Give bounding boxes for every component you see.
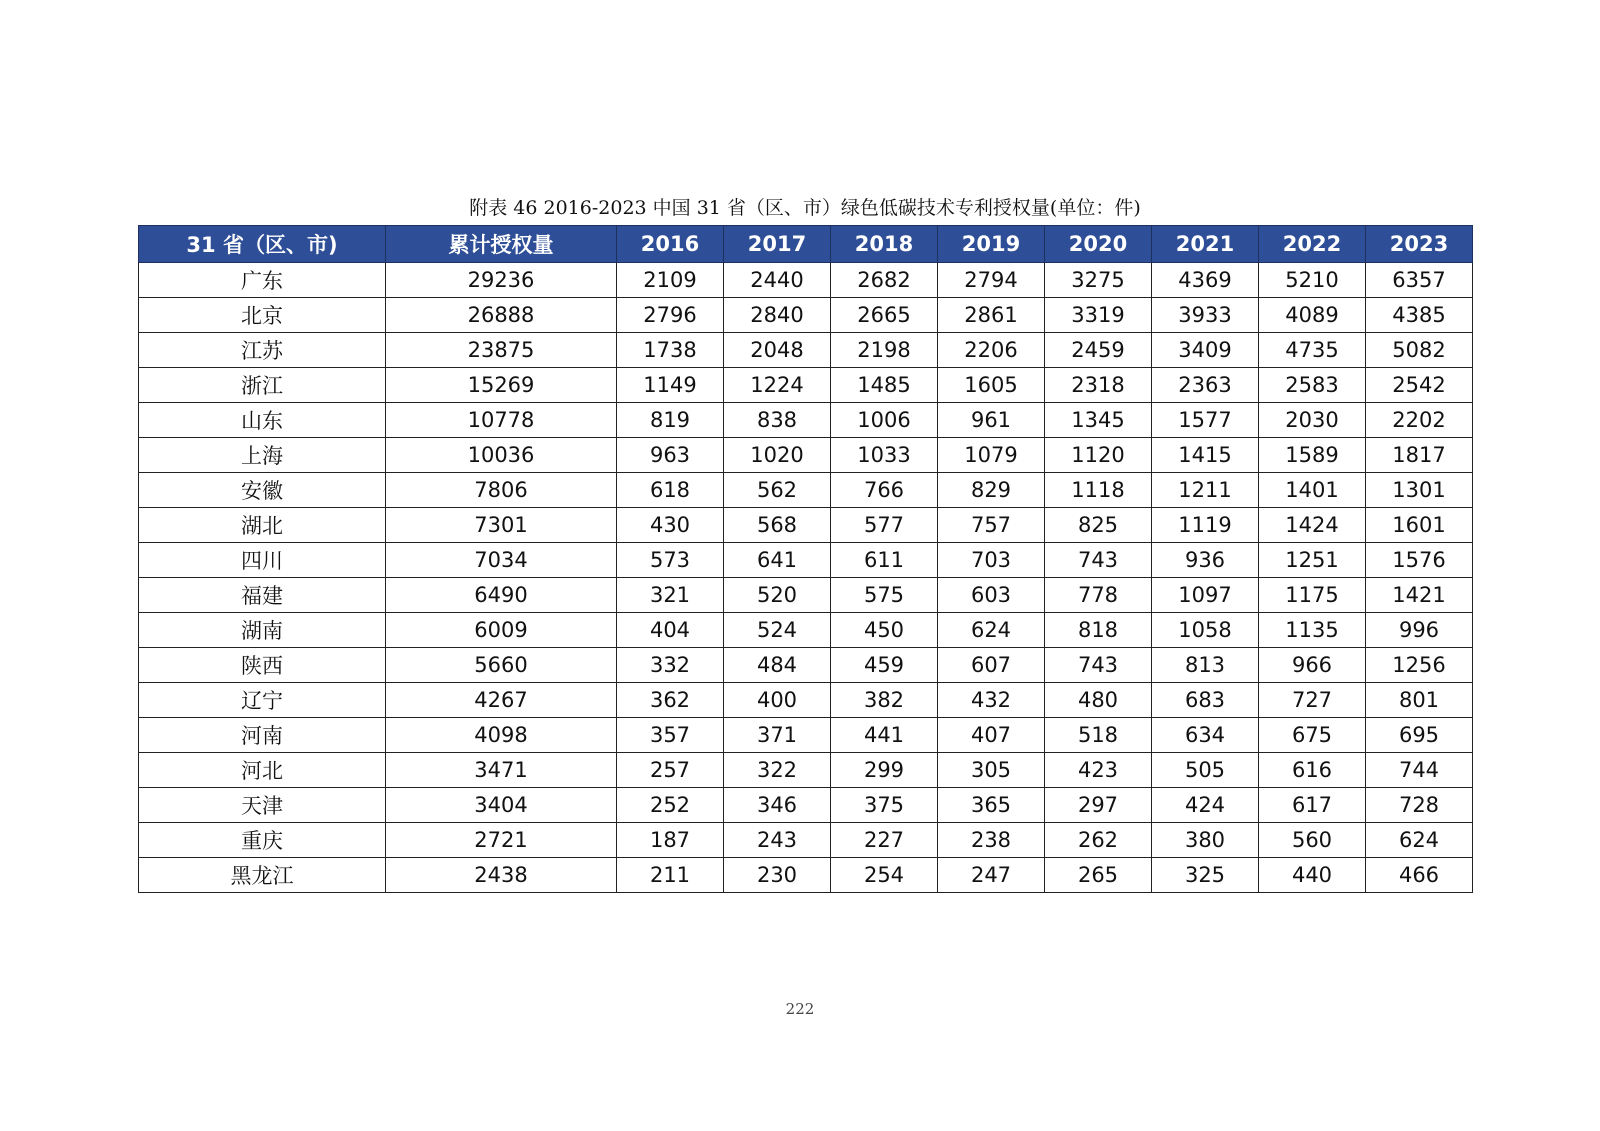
- year-value-cell: 265: [1045, 858, 1152, 893]
- year-value-cell: 1058: [1152, 613, 1259, 648]
- year-value-cell: 518: [1045, 718, 1152, 753]
- year-value-cell: 616: [1259, 753, 1366, 788]
- patent-grants-table: [138, 225, 1473, 893]
- year-value-cell: 1415: [1152, 438, 1259, 473]
- year-value-cell: 5210: [1259, 263, 1366, 298]
- year-value-cell: 778: [1045, 578, 1152, 613]
- year-value-cell: 2583: [1259, 368, 1366, 403]
- year-value-cell: 404: [617, 613, 724, 648]
- year-value-cell: 838: [724, 403, 831, 438]
- year-value-cell: 695: [1366, 718, 1473, 753]
- table-body: [139, 263, 1473, 893]
- year-value-cell: 371: [724, 718, 831, 753]
- year-value-cell: 963: [617, 438, 724, 473]
- province-cell: 湖北: [139, 508, 386, 543]
- year-value-cell: 430: [617, 508, 724, 543]
- year-value-cell: 2363: [1152, 368, 1259, 403]
- year-value-cell: 357: [617, 718, 724, 753]
- year-value-cell: 568: [724, 508, 831, 543]
- year-value-cell: 1345: [1045, 403, 1152, 438]
- year-value-cell: 400: [724, 683, 831, 718]
- year-value-cell: 1120: [1045, 438, 1152, 473]
- year-value-cell: 346: [724, 788, 831, 823]
- column-header-year: 2018: [831, 226, 938, 263]
- year-value-cell: 624: [1366, 823, 1473, 858]
- table-row: [139, 613, 1473, 648]
- table-row: [139, 263, 1473, 298]
- table-row: [139, 753, 1473, 788]
- year-value-cell: 423: [1045, 753, 1152, 788]
- province-cell: 陕西: [139, 648, 386, 683]
- province-cell: 四川: [139, 543, 386, 578]
- year-value-cell: 299: [831, 753, 938, 788]
- year-value-cell: 966: [1259, 648, 1366, 683]
- year-value-cell: 1149: [617, 368, 724, 403]
- year-value-cell: 262: [1045, 823, 1152, 858]
- year-value-cell: 459: [831, 648, 938, 683]
- table-row: [139, 403, 1473, 438]
- year-value-cell: 257: [617, 753, 724, 788]
- cumulative-cell: 6009: [386, 613, 617, 648]
- year-value-cell: 641: [724, 543, 831, 578]
- year-value-cell: 227: [831, 823, 938, 858]
- year-value-cell: 365: [938, 788, 1045, 823]
- column-header-year: 2016: [617, 226, 724, 263]
- table-row: [139, 438, 1473, 473]
- year-value-cell: 1605: [938, 368, 1045, 403]
- cumulative-cell: 7806: [386, 473, 617, 508]
- province-cell: 重庆: [139, 823, 386, 858]
- year-value-cell: 2030: [1259, 403, 1366, 438]
- table-row: [139, 718, 1473, 753]
- year-value-cell: 2202: [1366, 403, 1473, 438]
- year-value-cell: 1589: [1259, 438, 1366, 473]
- cumulative-cell: 4267: [386, 683, 617, 718]
- table-row: [139, 368, 1473, 403]
- year-value-cell: 1135: [1259, 613, 1366, 648]
- province-cell: 辽宁: [139, 683, 386, 718]
- year-value-cell: 4735: [1259, 333, 1366, 368]
- year-value-cell: 440: [1259, 858, 1366, 893]
- year-value-cell: 743: [1045, 648, 1152, 683]
- table-row: [139, 823, 1473, 858]
- year-value-cell: 375: [831, 788, 938, 823]
- column-header-cumulative: 累计授权量: [386, 226, 617, 263]
- year-value-cell: 2542: [1366, 368, 1473, 403]
- year-value-cell: 603: [938, 578, 1045, 613]
- province-cell: 山东: [139, 403, 386, 438]
- province-cell: 广东: [139, 263, 386, 298]
- year-value-cell: 230: [724, 858, 831, 893]
- year-value-cell: 380: [1152, 823, 1259, 858]
- province-cell: 江苏: [139, 333, 386, 368]
- cumulative-cell: 4098: [386, 718, 617, 753]
- year-value-cell: 2198: [831, 333, 938, 368]
- year-value-cell: 936: [1152, 543, 1259, 578]
- year-value-cell: 617: [1259, 788, 1366, 823]
- province-cell: 浙江: [139, 368, 386, 403]
- year-value-cell: 6357: [1366, 263, 1473, 298]
- year-value-cell: 1738: [617, 333, 724, 368]
- column-header-year: 2019: [938, 226, 1045, 263]
- table-row: [139, 333, 1473, 368]
- year-value-cell: 1576: [1366, 543, 1473, 578]
- year-value-cell: 187: [617, 823, 724, 858]
- year-value-cell: 825: [1045, 508, 1152, 543]
- table-row: [139, 788, 1473, 823]
- year-value-cell: 211: [617, 858, 724, 893]
- year-value-cell: 3275: [1045, 263, 1152, 298]
- year-value-cell: 560: [1259, 823, 1366, 858]
- year-value-cell: 801: [1366, 683, 1473, 718]
- year-value-cell: 1097: [1152, 578, 1259, 613]
- year-value-cell: 1577: [1152, 403, 1259, 438]
- table-row: [139, 578, 1473, 613]
- year-value-cell: 1817: [1366, 438, 1473, 473]
- column-header-year: 2022: [1259, 226, 1366, 263]
- year-value-cell: 1118: [1045, 473, 1152, 508]
- year-value-cell: 520: [724, 578, 831, 613]
- year-value-cell: 1421: [1366, 578, 1473, 613]
- year-value-cell: 3409: [1152, 333, 1259, 368]
- year-value-cell: 4369: [1152, 263, 1259, 298]
- cumulative-cell: 7034: [386, 543, 617, 578]
- year-value-cell: 252: [617, 788, 724, 823]
- year-value-cell: 3319: [1045, 298, 1152, 333]
- year-value-cell: 322: [724, 753, 831, 788]
- province-cell: 安徽: [139, 473, 386, 508]
- province-cell: 北京: [139, 298, 386, 333]
- year-value-cell: 466: [1366, 858, 1473, 893]
- year-value-cell: 2206: [938, 333, 1045, 368]
- year-value-cell: 611: [831, 543, 938, 578]
- province-cell: 黑龙江: [139, 858, 386, 893]
- cumulative-cell: 2438: [386, 858, 617, 893]
- cumulative-cell: 23875: [386, 333, 617, 368]
- cumulative-cell: 10778: [386, 403, 617, 438]
- column-header-year: 2021: [1152, 226, 1259, 263]
- year-value-cell: 441: [831, 718, 938, 753]
- year-value-cell: 1020: [724, 438, 831, 473]
- year-value-cell: 424: [1152, 788, 1259, 823]
- year-value-cell: 321: [617, 578, 724, 613]
- year-value-cell: 1211: [1152, 473, 1259, 508]
- year-value-cell: 2665: [831, 298, 938, 333]
- province-cell: 福建: [139, 578, 386, 613]
- year-value-cell: 577: [831, 508, 938, 543]
- year-value-cell: 744: [1366, 753, 1473, 788]
- year-value-cell: 1251: [1259, 543, 1366, 578]
- year-value-cell: 4089: [1259, 298, 1366, 333]
- year-value-cell: 766: [831, 473, 938, 508]
- year-value-cell: 1301: [1366, 473, 1473, 508]
- year-value-cell: 727: [1259, 683, 1366, 718]
- year-value-cell: 819: [617, 403, 724, 438]
- year-value-cell: 297: [1045, 788, 1152, 823]
- year-value-cell: 813: [1152, 648, 1259, 683]
- year-value-cell: 2796: [617, 298, 724, 333]
- year-value-cell: 2861: [938, 298, 1045, 333]
- province-cell: 天津: [139, 788, 386, 823]
- year-value-cell: 1224: [724, 368, 831, 403]
- column-header-year: 2020: [1045, 226, 1152, 263]
- table-row: [139, 508, 1473, 543]
- table-row: [139, 473, 1473, 508]
- province-cell: 河南: [139, 718, 386, 753]
- year-value-cell: 2440: [724, 263, 831, 298]
- year-value-cell: 1119: [1152, 508, 1259, 543]
- cumulative-cell: 6490: [386, 578, 617, 613]
- year-value-cell: 2048: [724, 333, 831, 368]
- year-value-cell: 562: [724, 473, 831, 508]
- table-row: [139, 298, 1473, 333]
- year-value-cell: 573: [617, 543, 724, 578]
- province-cell: 湖南: [139, 613, 386, 648]
- year-value-cell: 305: [938, 753, 1045, 788]
- year-value-cell: 238: [938, 823, 1045, 858]
- year-value-cell: 2318: [1045, 368, 1152, 403]
- year-value-cell: 432: [938, 683, 1045, 718]
- year-value-cell: 1424: [1259, 508, 1366, 543]
- cumulative-cell: 5660: [386, 648, 617, 683]
- table-row: [139, 858, 1473, 893]
- year-value-cell: 818: [1045, 613, 1152, 648]
- year-value-cell: 362: [617, 683, 724, 718]
- year-value-cell: 3933: [1152, 298, 1259, 333]
- table-row: [139, 543, 1473, 578]
- year-value-cell: 480: [1045, 683, 1152, 718]
- year-value-cell: 450: [831, 613, 938, 648]
- year-value-cell: 757: [938, 508, 1045, 543]
- year-value-cell: 1079: [938, 438, 1045, 473]
- cumulative-cell: 29236: [386, 263, 617, 298]
- cumulative-cell: 15269: [386, 368, 617, 403]
- year-value-cell: 996: [1366, 613, 1473, 648]
- year-value-cell: 524: [724, 613, 831, 648]
- year-value-cell: 2109: [617, 263, 724, 298]
- year-value-cell: 4385: [1366, 298, 1473, 333]
- cumulative-cell: 26888: [386, 298, 617, 333]
- year-value-cell: 1006: [831, 403, 938, 438]
- year-value-cell: 1175: [1259, 578, 1366, 613]
- cumulative-cell: 2721: [386, 823, 617, 858]
- year-value-cell: 1485: [831, 368, 938, 403]
- year-value-cell: 961: [938, 403, 1045, 438]
- year-value-cell: 243: [724, 823, 831, 858]
- year-value-cell: 254: [831, 858, 938, 893]
- column-header-year: 2023: [1366, 226, 1473, 263]
- year-value-cell: 484: [724, 648, 831, 683]
- year-value-cell: 624: [938, 613, 1045, 648]
- table-header-row: [139, 226, 1473, 263]
- year-value-cell: 743: [1045, 543, 1152, 578]
- year-value-cell: 829: [938, 473, 1045, 508]
- year-value-cell: 1033: [831, 438, 938, 473]
- year-value-cell: 703: [938, 543, 1045, 578]
- year-value-cell: 575: [831, 578, 938, 613]
- cumulative-cell: 7301: [386, 508, 617, 543]
- column-header-year: 2017: [724, 226, 831, 263]
- page-number: 222: [785, 1000, 815, 1018]
- year-value-cell: 607: [938, 648, 1045, 683]
- table-row: [139, 648, 1473, 683]
- cumulative-cell: 3471: [386, 753, 617, 788]
- year-value-cell: 505: [1152, 753, 1259, 788]
- year-value-cell: 2794: [938, 263, 1045, 298]
- year-value-cell: 675: [1259, 718, 1366, 753]
- year-value-cell: 5082: [1366, 333, 1473, 368]
- province-cell: 河北: [139, 753, 386, 788]
- year-value-cell: 1256: [1366, 648, 1473, 683]
- table-row: [139, 683, 1473, 718]
- year-value-cell: 2840: [724, 298, 831, 333]
- year-value-cell: 247: [938, 858, 1045, 893]
- year-value-cell: 634: [1152, 718, 1259, 753]
- province-cell: 上海: [139, 438, 386, 473]
- year-value-cell: 618: [617, 473, 724, 508]
- year-value-cell: 332: [617, 648, 724, 683]
- cumulative-cell: 3404: [386, 788, 617, 823]
- year-value-cell: 2459: [1045, 333, 1152, 368]
- year-value-cell: 407: [938, 718, 1045, 753]
- column-header-province: 31 省（区、市): [139, 226, 386, 263]
- year-value-cell: 382: [831, 683, 938, 718]
- year-value-cell: 325: [1152, 858, 1259, 893]
- year-value-cell: 683: [1152, 683, 1259, 718]
- cumulative-cell: 10036: [386, 438, 617, 473]
- year-value-cell: 728: [1366, 788, 1473, 823]
- table-caption: 附表 46 2016-2023 中国 31 省（区、市）绿色低碳技术专利授权量(单位：件): [469, 197, 1141, 219]
- year-value-cell: 2682: [831, 263, 938, 298]
- year-value-cell: 1401: [1259, 473, 1366, 508]
- year-value-cell: 1601: [1366, 508, 1473, 543]
